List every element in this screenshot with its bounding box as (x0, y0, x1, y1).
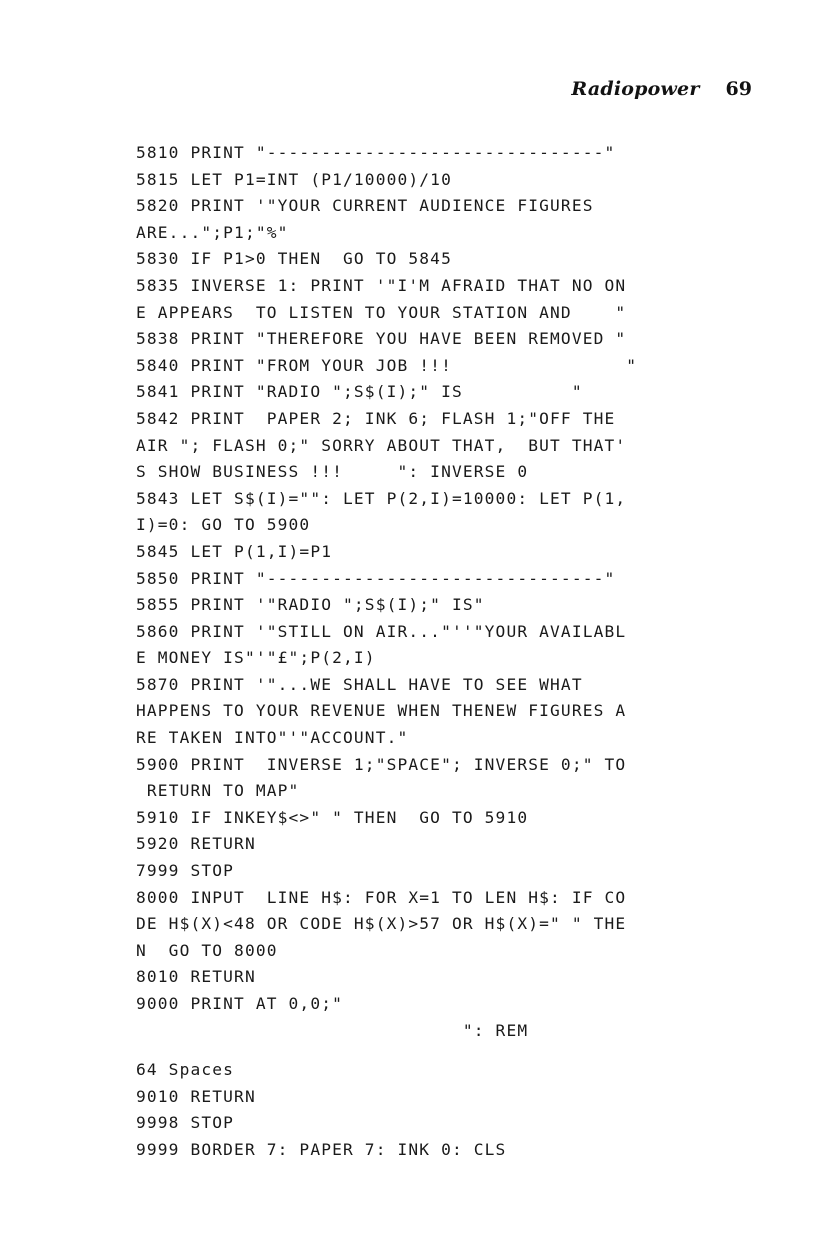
code-line: 5843 LET S$(I)="": LET P(2,I)=10000: LET P(1, (136, 488, 627, 508)
code-line: S SHOW BUSINESS !!! ": INVERSE 0 (136, 462, 529, 482)
basic-program-listing (136, 140, 796, 1164)
code-line: 64 Spaces (136, 1060, 235, 1080)
code-line: ARE...";P1;"%" (136, 222, 289, 242)
code-line: 5841 PRINT "RADIO ";S$(I);" IS " (136, 382, 583, 402)
code-line: 5855 PRINT '"RADIO ";S$(I);" IS" (136, 595, 485, 615)
code-line: 9000 PRINT AT 0,0;" (136, 994, 344, 1013)
code-line: HAPPENS TO YOUR REVENUE WHEN THENEW FIGURES A (136, 701, 627, 721)
code-line: 5835 INVERSE 1: PRINT '"I'M AFRAID THAT NO ON (136, 275, 627, 295)
book-title: Radiopower (571, 78, 700, 100)
code-line: 5845 LET P(1,I)=P1 (136, 541, 333, 561)
code-line: ": REM (136, 1020, 529, 1040)
code-line: 5842 PRINT PAPER 2; INK 6; FLASH 1;"OFF THE (136, 408, 616, 428)
code-line: E APPEARS TO LISTEN TO YOUR STATION AND " (136, 302, 627, 322)
code-line: 5870 PRINT '"...WE SHALL HAVE TO SEE WHAT (136, 674, 583, 694)
code-line: AIR "; FLASH 0;" SORRY ABOUT THAT, BUT THAT' (136, 435, 627, 455)
code-line: 8000 INPUT LINE H$: FOR X=1 TO LEN H$: IF CO (136, 887, 627, 907)
code-line: 9998 STOP (136, 1113, 235, 1133)
code-line: DE H$(X)<48 OR CODE H$(X)>57 OR H$(X)=" " THE (136, 914, 627, 934)
code-line: 9999 BORDER 7: PAPER 7: INK 0: CLS (136, 1139, 507, 1159)
code-line: 5840 PRINT "FROM YOUR JOB !!! " (136, 355, 638, 375)
code-line: E MONEY IS"'"£";P(2,I) (136, 648, 376, 668)
code-line: 5820 PRINT '"YOUR CURRENT AUDIENCE FIGURES (136, 196, 594, 216)
code-line: 5850 PRINT "-------------------------------" (136, 568, 616, 588)
page-number: 69 (725, 78, 752, 100)
code-line: RE TAKEN INTO"'"ACCOUNT." (136, 728, 409, 748)
code-line: 7999 STOP (136, 861, 235, 881)
code-line: 8010 RETURN (136, 967, 256, 987)
code-line: 9010 RETURN (136, 1086, 256, 1106)
code-line: N GO TO 8000 (136, 940, 278, 960)
code-line: RETURN TO MAP" (136, 781, 300, 801)
code-line: 5900 PRINT INVERSE 1;"SPACE"; INVERSE 0;" TO (136, 754, 627, 774)
code-line: 5860 PRINT '"STILL ON AIR..."''"YOUR AVAILABL (136, 621, 627, 641)
code-line: 5920 RETURN (136, 834, 256, 854)
code-line: 5910 IF INKEY$<>" " THEN GO TO 5910 (136, 807, 529, 827)
code-line: 5815 LET P1=INT (P1/10000)/10 (136, 169, 452, 189)
code-line: 5810 PRINT "-------------------------------" (136, 143, 616, 162)
code-line: 5830 IF P1>0 THEN GO TO 5845 (136, 249, 452, 269)
code-line (136, 1044, 796, 1057)
code-line: 5838 PRINT "THEREFORE YOU HAVE BEEN REMOVED " (136, 329, 627, 349)
code-line: I)=0: GO TO 5900 (136, 515, 311, 535)
page-header (571, 78, 752, 100)
